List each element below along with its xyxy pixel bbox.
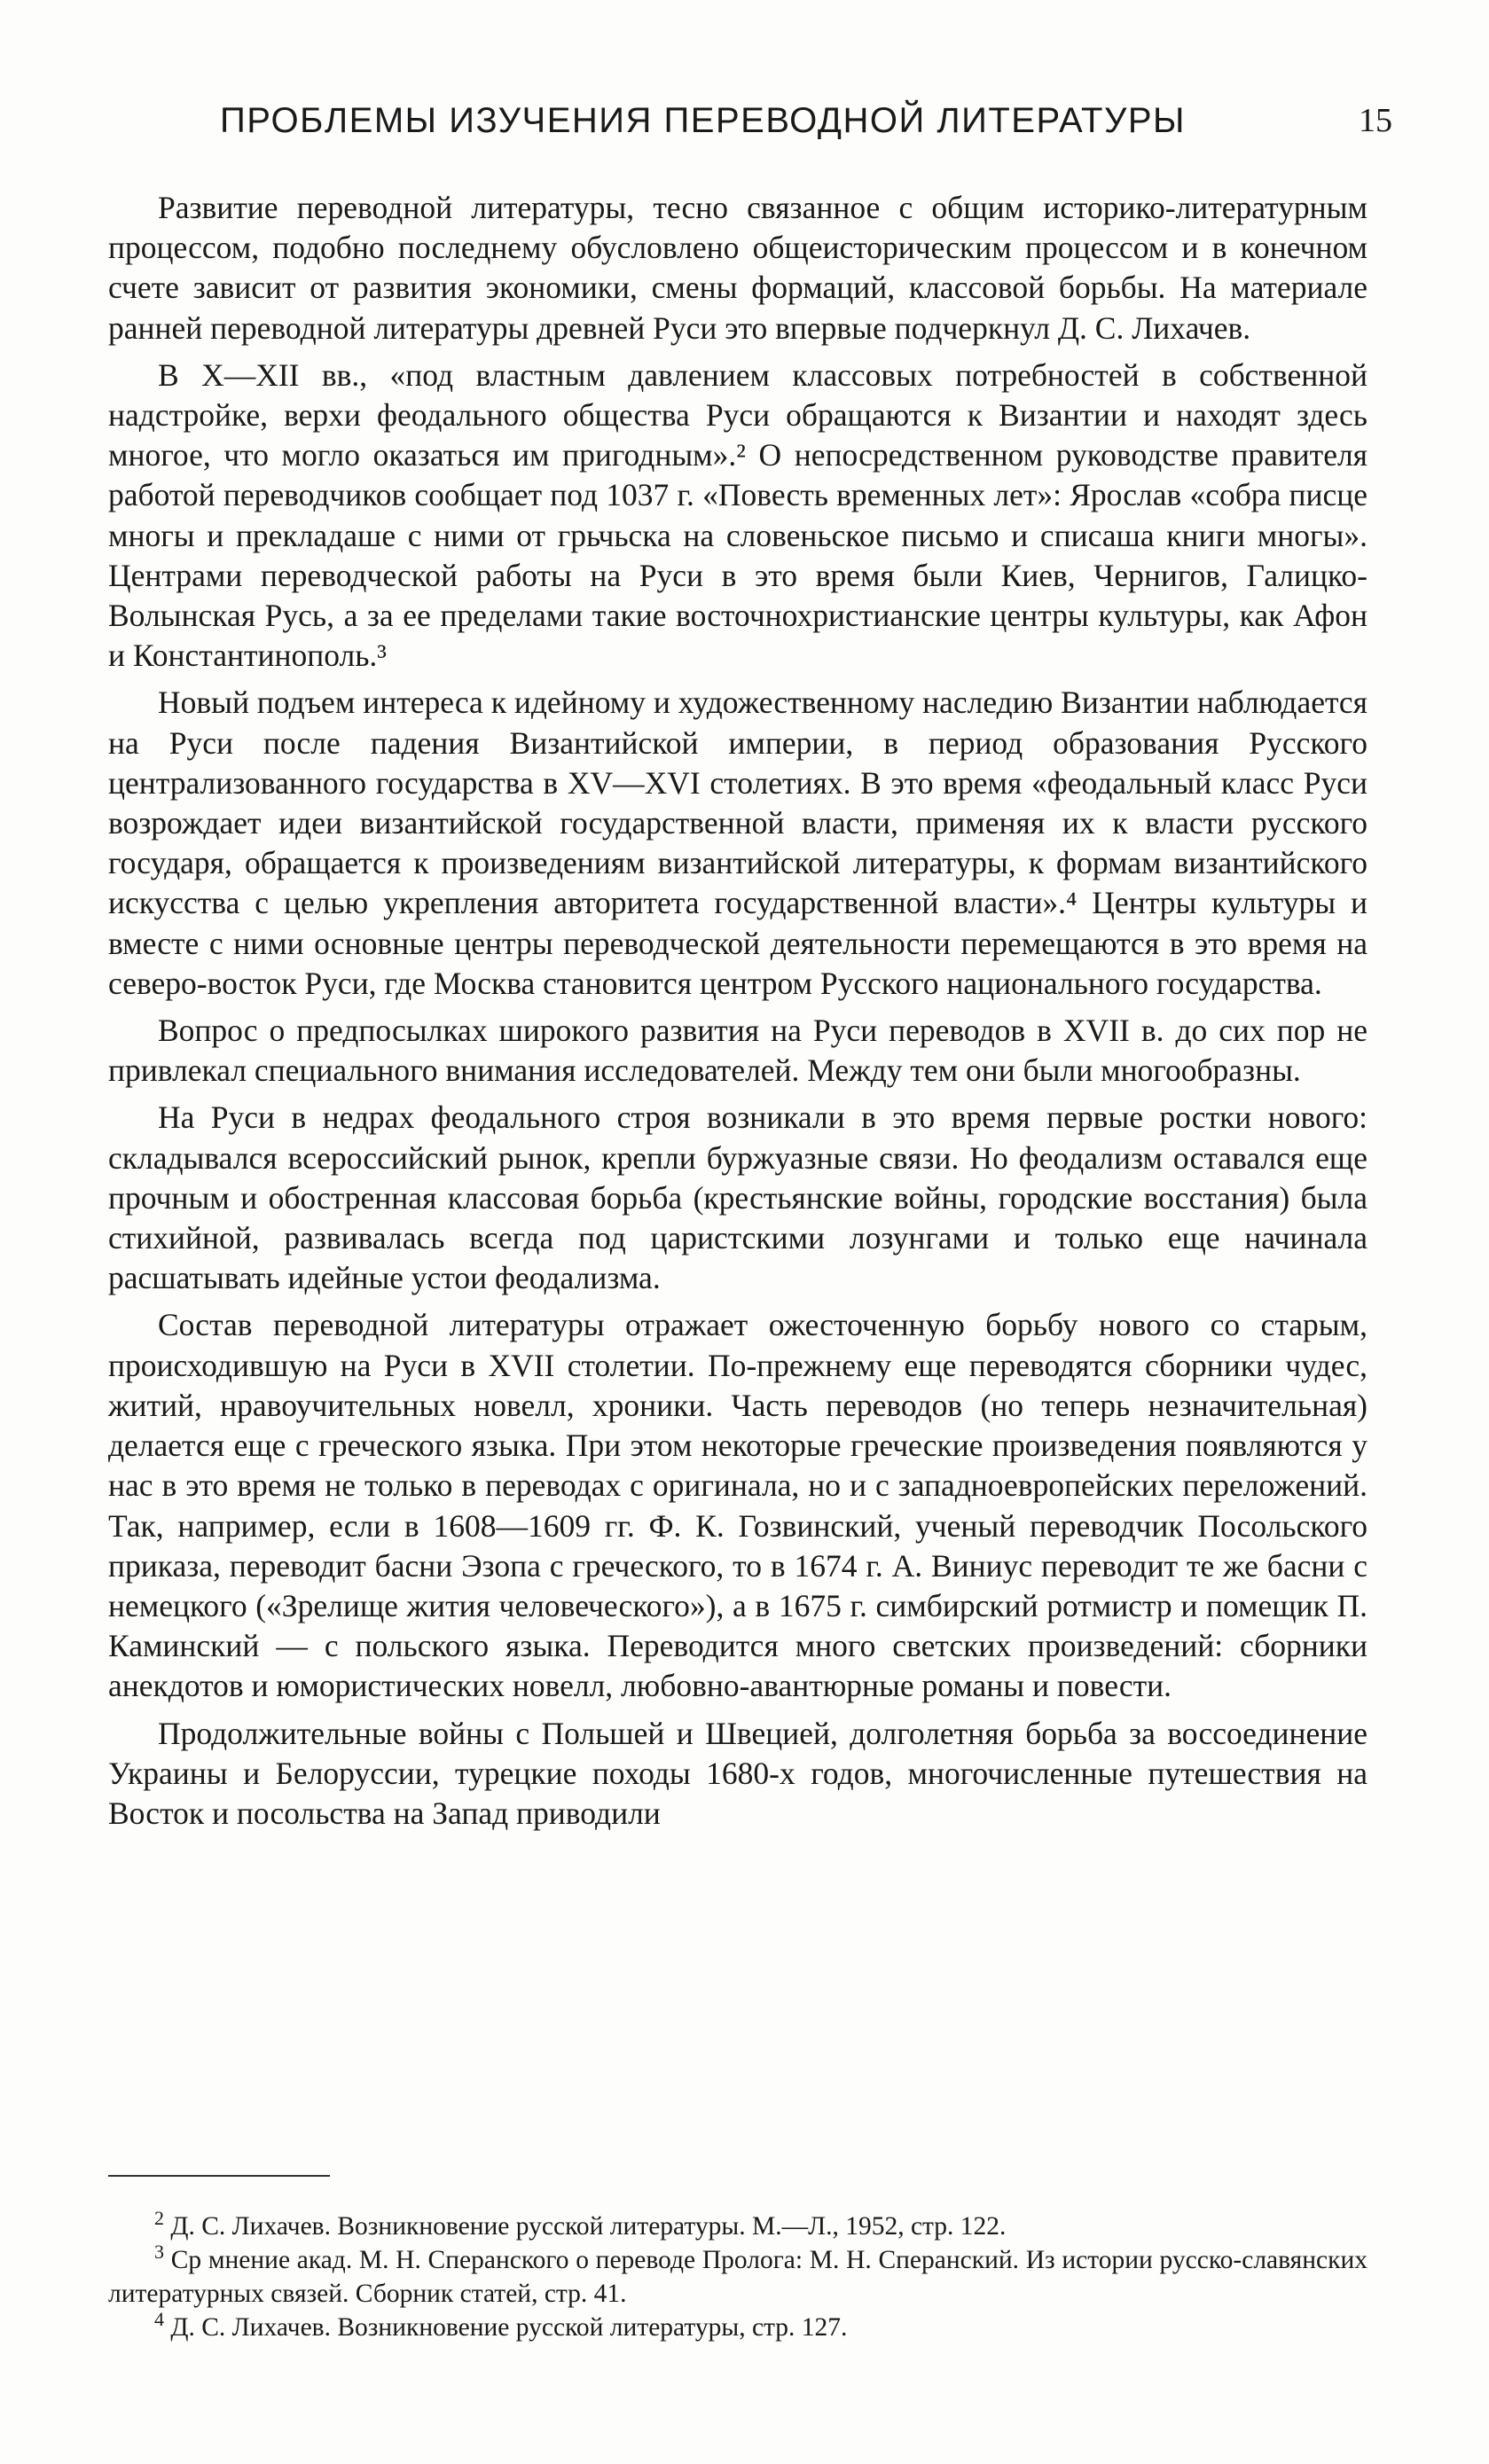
footnote-text: Ср мнение акад. М. Н. Сперанского о переводе Пролога: М. Н. Сперанский. Из истории русско-славянских литературных связей. Сборник статей, стр. 41. <box>108 2246 1368 2308</box>
paragraph: Новый подъем интереса к идейному и художественному наследию Византии наблюдается на Руси после падения Византийской империи, в период образования Русского централизованного государства в XV—XVI столетиях. В это время «феодальный класс Руси возрождает идеи византийской государственной власти, применяя их к власти русского государя, обращается к произведениям византийской литературы, к формам византийского искусства с целью укрепления авторитета государственной власти».⁴ Центры культуры и вместе с ними основные центры переводческой деятельности перемещаются в это время на северо-восток Руси, где Москва становится центром Русского национального государства. <box>108 684 1368 1001</box>
paragraph: Вопрос о предпосылках широкого развития на Руси переводов в XVII в. до сих пор не привлекал специального внимания исследователей. Между тем они были многообразны. <box>108 1013 1368 1089</box>
footnote <box>108 2243 1368 2311</box>
footnote <box>108 2308 1368 2344</box>
page-number: 15 <box>1359 102 1392 139</box>
footnote-text: Д. С. Лихачев. Возникновение русской литературы, стр. 127. <box>170 2313 848 2342</box>
running-head <box>202 94 1392 147</box>
footnote-divider <box>108 2175 330 2177</box>
running-title: ПРОБЛЕМЫ ИЗУЧЕНИЯ ПЕРЕВОДНОЙ ЛИТЕРАТУРЫ <box>220 101 1186 140</box>
paragraph: Продолжительные войны с Польшей и Швецией, долголетняя борьба за воссоединение Украины и Белоруссии, турецкие походы 1680-х годов, многочисленные путешествия на Восток и посольства на Запад приводили <box>108 1715 1368 1831</box>
paragraph: В X—XII вв., «под властным давлением классовых потребностей в собственной надстройке, верхи феодального общества Руси обращаются к Византии и находят здесь многое, что могло оказаться им пригодным».² О непосредственном руководстве правителя работой переводчиков сообщает под 1037 г. «Повесть временных лет»: Ярослав «собра писце многы и прекладаше с ними от грьчьска на словеньское письмо и списаша книги многы». Центрами переводческой работы на Руси в это время были Киев, Чернигов, Галицко-Волынская Русь, а за ее пределами такие восточнохристианские центры культуры, как Афон и Константинополь.³ <box>108 356 1368 674</box>
footnote-text: Д. С. Лихачев. Возникновение русской литературы. М.—Л., 1952, стр. 122. <box>170 2212 1007 2241</box>
footnote-number: 4 <box>154 2308 164 2331</box>
paragraph: Состав переводной литературы отражает ожесточенную борьбу нового со старым, происходившую на Руси в XVII столетии. По-прежнему еще переводятся сборники чудес, житий, нравоучительных новелл, хроники. Часть переводов (но теперь незначительная) делается еще с греческого языка. При этом некоторые греческие произведения появляются у нас в это время не только в переводах с оригинала, но и с западноевропейских переложений. Так, например, если в 1608—1609 гг. Ф. К. Гозвинский, ученый переводчик Посольского приказа, переводит басни Эзопа с греческого, то в 1674 г. А. Виниус переводит те же басни с немецкого («Зрелище жития человеческого»), а в 1675 г. симбирский ротмистр и помещик П. Каминский — с польского языка. Переводится много светских произведений: сборники анекдотов и юмористических новелл, любовно-авантюрные романы и повести. <box>108 1307 1368 1704</box>
footnote-number: 2 <box>154 2207 164 2230</box>
main-text <box>108 188 1368 1841</box>
footnote-number: 3 <box>154 2241 164 2264</box>
paragraph: Развитие переводной литературы, тесно связанное с общим историко-литературным процессом, подобно последнему обусловлено общеисторическим процессом и в конечном счете зависит от развития экономики, смены формаций, классовой борьбы. На материале ранней переводной литературы древней Руси это впервые подчеркнул Д. С. Лихачев. <box>108 190 1368 346</box>
paragraph: На Руси в недрах феодального строя возникали в это время первые ростки нового: складывался всероссийский рынок, крепли буржуазные связи. Но феодализм оставался еще прочным и обостренная классовая борьба (крестьянские войны, городские восстания) была стихийной, развивалась всегда под царистскими лозунгами и только еще начинала расшатывать идейные устои феодализма. <box>108 1099 1368 1296</box>
footnote <box>108 2207 1368 2243</box>
footnotes <box>108 2207 1368 2344</box>
